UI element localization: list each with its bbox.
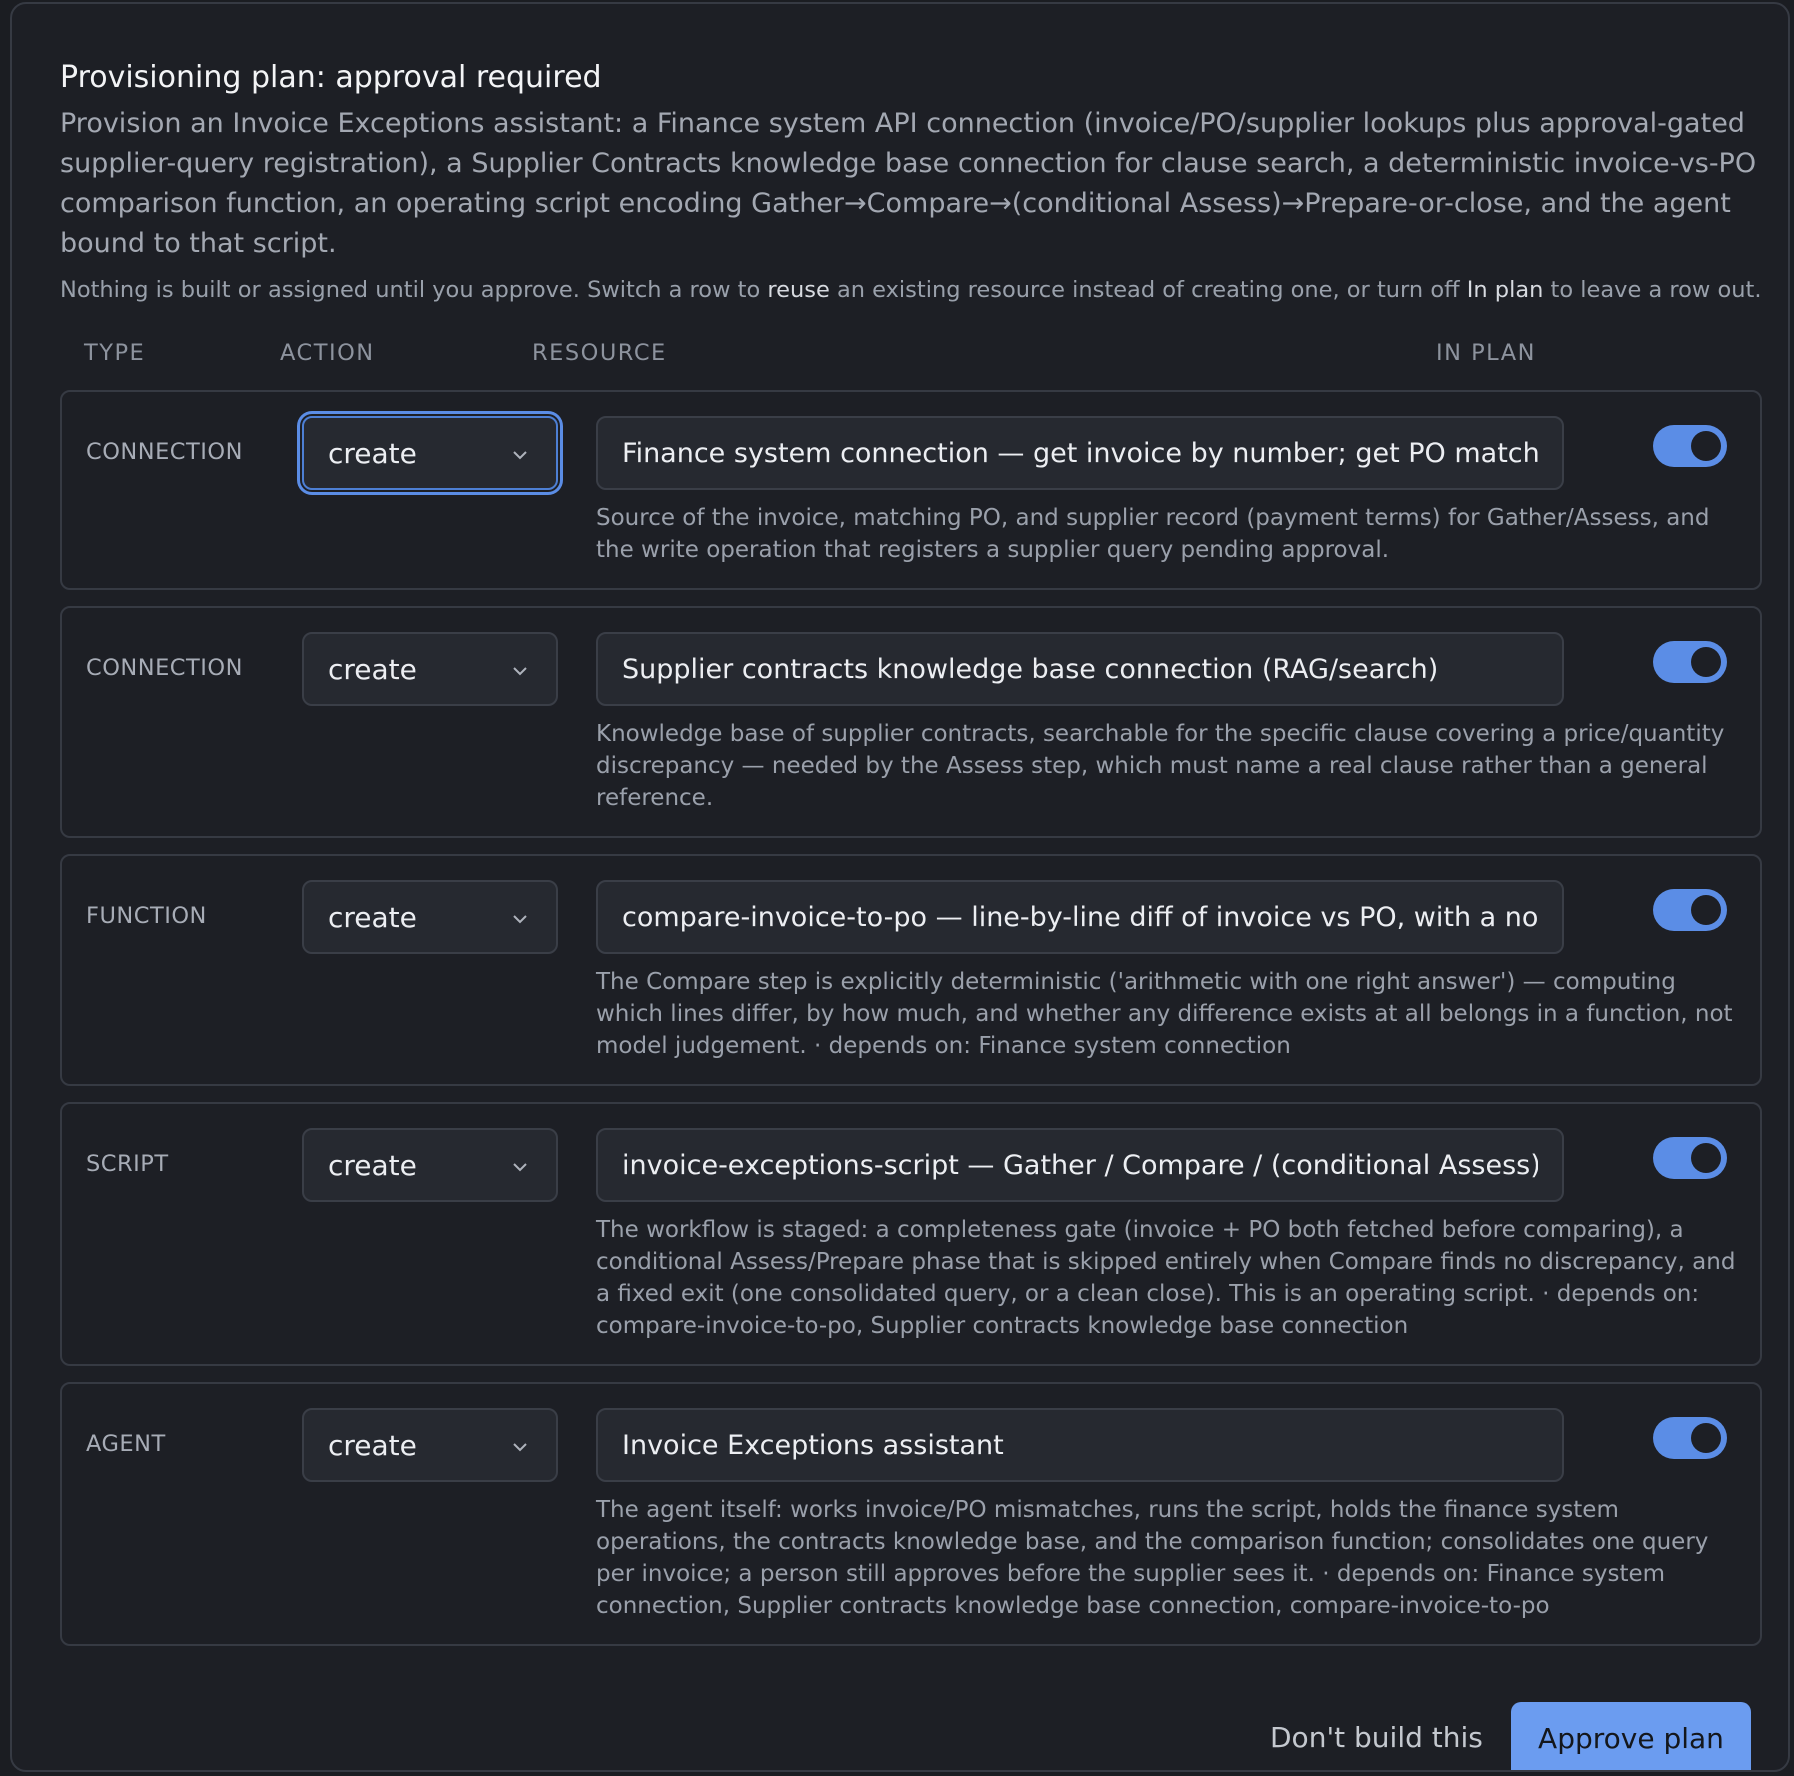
chevron-down-icon <box>510 1437 530 1457</box>
plan-row <box>60 1102 1762 1366</box>
toggle-knob <box>1691 895 1721 925</box>
action-value: create <box>328 652 417 686</box>
action-select[interactable] <box>302 416 558 490</box>
in-plan-toggle[interactable] <box>1653 889 1727 931</box>
column-in-plan: IN PLAN <box>1436 340 1536 366</box>
action-select[interactable] <box>302 1128 558 1202</box>
note-reuse: reuse <box>767 277 830 303</box>
dialog-title: Provisioning plan: approval required <box>60 60 602 95</box>
dialog-content <box>60 56 1762 1646</box>
resource-input[interactable] <box>596 1128 1564 1202</box>
action-value: create <box>328 436 417 470</box>
approval-note <box>60 274 1762 306</box>
resource-help: The Compare step is explicitly deterministic ('arithmetic with one right answer') — computing which lines differ, by how much, and whether any difference exists at all belongs in a function, not model judgement. · depends on: Finance system connection <box>596 969 1733 1059</box>
row-type: CONNECTION <box>86 655 243 681</box>
toggle-knob <box>1691 431 1721 461</box>
table-header <box>60 336 1762 376</box>
toggle-knob <box>1691 1423 1721 1453</box>
approve-plan-button[interactable]: Approve plan <box>1511 1702 1751 1772</box>
toggle-knob <box>1691 1143 1721 1173</box>
in-plan-toggle[interactable] <box>1653 1417 1727 1459</box>
resource-help: The workflow is staged: a completeness gate (invoice + PO both fetched before comparing), a conditional Assess/Prepare phase that is skipped entirely when Compare finds no discrepancy, and a fixed exit (one consolidated query, or a clean close). This is an operating script. · depends on: compare-invoice-to-po, Supplier contracts knowledge base connection <box>596 1217 1736 1339</box>
action-value: create <box>328 1428 417 1462</box>
row-type: SCRIPT <box>86 1151 169 1177</box>
resource-input[interactable] <box>596 1408 1564 1482</box>
resource-input[interactable] <box>596 632 1564 706</box>
action-value: create <box>328 900 417 934</box>
row-type: CONNECTION <box>86 439 243 465</box>
toggle-knob <box>1691 647 1721 677</box>
plan-row <box>60 606 1762 838</box>
row-type: FUNCTION <box>86 903 207 929</box>
dialog-footer <box>12 1702 1790 1772</box>
in-plan-toggle[interactable] <box>1653 425 1727 467</box>
action-select[interactable] <box>302 632 558 706</box>
plan-row <box>60 854 1762 1086</box>
action-select[interactable] <box>302 1408 558 1482</box>
chevron-down-icon <box>510 661 530 681</box>
action-select[interactable] <box>302 880 558 954</box>
in-plan-toggle[interactable] <box>1653 641 1727 683</box>
resource-input[interactable] <box>596 880 1564 954</box>
action-value: create <box>328 1148 417 1182</box>
note-in-plan: In plan <box>1466 277 1544 303</box>
resource-input[interactable] <box>596 416 1564 490</box>
note-text: to leave a row out. <box>1543 277 1762 303</box>
resource-help: Knowledge base of supplier contracts, searchable for the specific clause covering a price/quantity discrepancy — needed by the Assess step, which must name a real clause rather than a general reference. <box>596 721 1725 811</box>
chevron-down-icon <box>510 1157 530 1177</box>
provisioning-plan-dialog <box>10 2 1790 1772</box>
resource-help: The agent itself: works invoice/PO mismatches, runs the script, holds the finance system operations, the contracts knowledge base, and the comparison function; consolidates one query per invoice; a person still approves before the supplier sees it. · depends on: Finance system connection, Supplier contracts knowledge base connection, compare-invoice-to-po <box>596 1497 1709 1619</box>
row-type: AGENT <box>86 1431 166 1457</box>
note-text: an existing resource instead of creating one, or turn off <box>829 277 1467 303</box>
column-action: ACTION <box>280 340 375 366</box>
plan-description: Provision an Invoice Exceptions assistant: a Finance system API connection (invoice/PO/supplier lookups plus approval-gated supplier-query registration), a Supplier Contracts knowledge base connection for clause search, a deterministic invoice-vs-PO comparison function, an operating script encoding Gather→Compare→(conditional Assess)→Prepare-or-close, and the agent bound to that script. <box>60 108 1757 259</box>
dont-build-button[interactable]: Don't build this <box>1250 1702 1503 1772</box>
column-type: TYPE <box>84 340 146 366</box>
note-text: Nothing is built or assigned until you approve. Switch a row to <box>60 277 768 303</box>
chevron-down-icon <box>510 445 530 465</box>
in-plan-toggle[interactable] <box>1653 1137 1727 1179</box>
plan-row <box>60 390 1762 590</box>
chevron-down-icon <box>510 909 530 929</box>
column-resource: RESOURCE <box>532 340 667 366</box>
resource-help: Source of the invoice, matching PO, and supplier record (payment terms) for Gather/Assess, and the write operation that registers a supplier query pending approval. <box>596 505 1710 563</box>
plan-row <box>60 1382 1762 1646</box>
